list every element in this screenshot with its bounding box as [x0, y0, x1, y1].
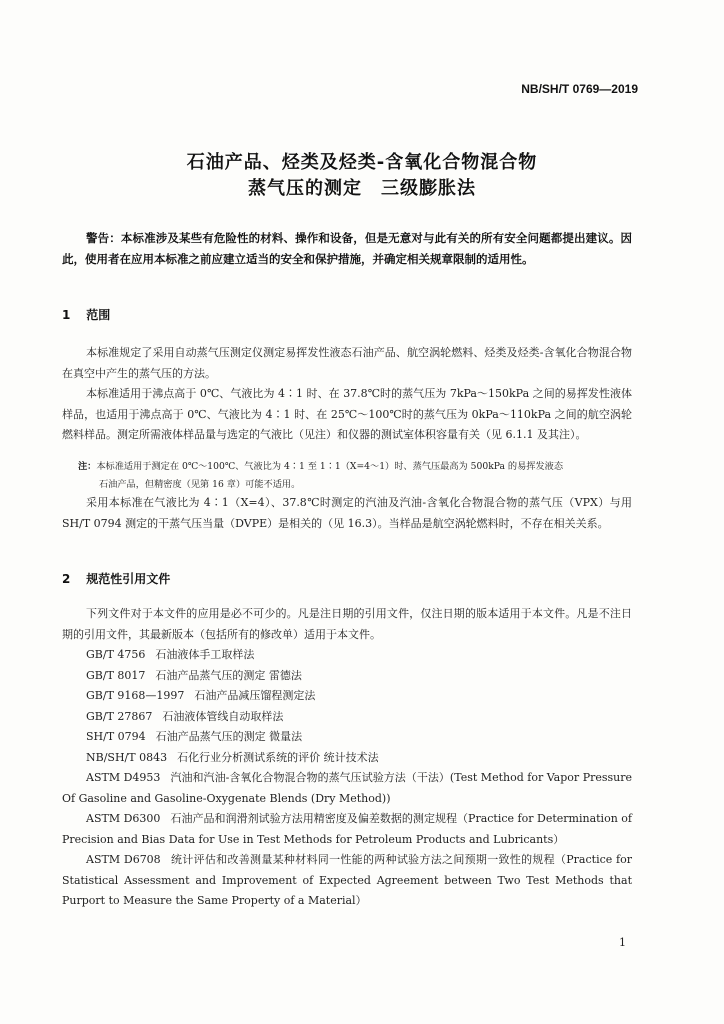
- reference-title: 石油液体管线自动取样法: [162, 709, 284, 723]
- reference-code: GB/T 4756: [86, 648, 146, 661]
- section-1-heading: [62, 306, 110, 323]
- section-1-title: 范围: [86, 308, 111, 322]
- reference-code: ASTM D6708: [86, 853, 161, 866]
- reference-title: 石化行业分析测试系统的评价 统计技术法: [177, 750, 379, 764]
- reference-item: [62, 686, 632, 707]
- page-number: 1: [619, 936, 626, 949]
- standard-number: NB/SH/T 0769—2019: [521, 82, 638, 96]
- reference-item: [62, 707, 632, 728]
- reference-title: 石油产品减压馏程测定法: [194, 689, 316, 702]
- section-2-number: 2: [62, 572, 71, 586]
- section-2-title: 规范性引用文件: [86, 572, 171, 586]
- reference-code: ASTM D6300: [86, 812, 161, 825]
- scope-note-line2: 石油产品，但精密度（见第 16 章）可能不适用。: [99, 479, 301, 490]
- section-2-heading: [62, 570, 170, 587]
- references-intro: 下列文件对于本文件的应用是必不可少的。凡是注日期的引用文件，仅注日期的版本适用于本文件。凡是不注日期的引用文件，其最新版本（包括所有的修改单）适用于本文件。: [62, 607, 632, 641]
- reference-code: NB/SH/T 0843: [86, 750, 168, 764]
- safety-warning: 警告：本标准涉及某些有危险性的材料、操作和设备，但是无意对与此有关的所有安全问题都提出建议。因此，使用者在应用本标准之前应建立适当的安全和保护措施，并确定相关规章限制的适用性。: [62, 231, 632, 266]
- reference-code: GB/T 9168—1997: [86, 689, 185, 702]
- reference-title: 石油产品和润滑剂试验方法用精密度及偏差数据的测定规程（Practice for Determination of Precision and Bias Data for Use in Test Methods for Petroleum Products and Lubricants）: [62, 812, 632, 846]
- reference-item: [62, 727, 632, 748]
- reference-code: GB/T 27867: [86, 709, 153, 723]
- reference-title: 石油液体手工取样法: [155, 648, 255, 661]
- reference-code: SH/T 0794: [86, 730, 146, 743]
- reference-title: 石油产品蒸气压的测定 微量法: [155, 730, 303, 743]
- reference-title: 汽油和汽油-含氧化合物混合物的蒸气压试验方法（干法）(Test Method for Vapor Pressure Of Gasoline and Gasoline-Oxygenate Blends (Dry Method)): [62, 771, 633, 805]
- reference-item: [62, 666, 632, 687]
- reference-title: 统计评估和改善测量某种材料同一性能的两种试验方法之间预期一致性的规程（Practice for Statistical Assessment and Improvement of Expected Agreement between Two Test Methods that Purport to Measure the Same Property of a Material）: [62, 853, 632, 907]
- document-title-line1: 石油产品、烃类及烃类-含氧化合物混合物: [186, 152, 538, 173]
- reference-item: [62, 645, 632, 666]
- reference-item: [62, 809, 632, 850]
- note-text-1: 本标准适用于测定在 0℃～100℃、气液比为 4∶1 至 1∶1（X=4～1）时、蒸气压最高为 500kPa 的易挥发液态: [96, 461, 564, 472]
- reference-title: 石油产品蒸气压的测定 雷德法: [155, 668, 302, 682]
- section-1-number: 1: [62, 308, 71, 322]
- scope-note-line1: [78, 458, 632, 476]
- document-title-line2: 蒸气压的测定 三级膨胀法: [248, 178, 476, 199]
- reference-code: ASTM D4953: [86, 771, 161, 784]
- reference-code: GB/T 8017: [86, 668, 146, 682]
- scope-paragraph-3: 采用本标准在气液比为 4∶1（X=4）、37.8℃时测定的汽油及汽油-含氧化合物混合物的蒸气压（VPX）与用 SH/T 0794 测定的干蒸气压当量（DVPE）是相关的（见 16.3）。当样品是航空涡轮燃料时，不存在相关关系。: [62, 496, 632, 530]
- reference-list: [62, 645, 632, 912]
- scope-paragraph-1: 本标准规定了采用自动蒸气压测定仪测定易挥发性液态石油产品、航空涡轮燃料、烃类及烃类-含氧化合物混合物在真空中产生的蒸气压的方法。: [62, 346, 632, 380]
- reference-item: [62, 850, 632, 912]
- scope-paragraph-2: 本标准适用于沸点高于 0℃、气液比为 4∶1 时、在 37.8℃时的蒸气压为 7kPa～150kPa 之间的易挥发性液体样品，也适用于沸点高于 0℃、气液比为 4∶1 时、在 25℃～100℃时的蒸气压为 0kPa～110kPa 之间的航空涡轮燃料样品。测定所需液体样品量与选定的气液比（见注）和仪器的测试室体积容量有关（见 6.1.1 及其注）。: [62, 387, 632, 441]
- note-label: 注：: [78, 461, 97, 472]
- scope-note: [78, 458, 632, 494]
- reference-item: [62, 748, 632, 769]
- reference-item: [62, 768, 632, 809]
